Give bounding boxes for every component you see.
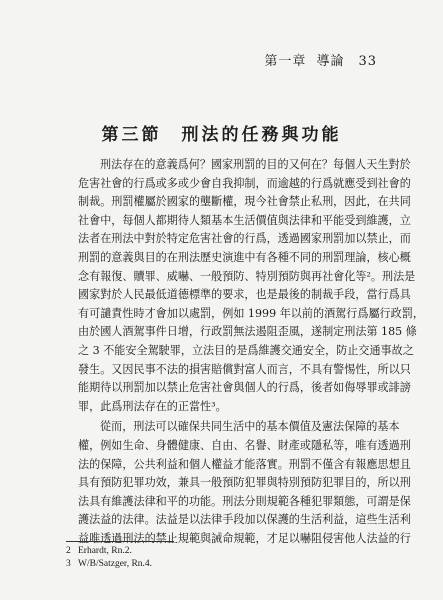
footnote-number: 3 [66,559,71,569]
paragraph-1-line: 制裁。刑罰權屬於國家的壟斷權，現今社會禁止私刑，因此，在共同 [78,195,411,209]
footnote-text: W/B/Satzger, Rn.4. [78,559,153,569]
paragraph-2-line: 具有預防犯罪功效，兼具一般預防犯罪與特別預防犯罪目的，所以刑 [78,476,411,490]
paragraph-1-line: 之 3 不能安全駕駛罪，立法目的是爲維護交通安全，防止交通事故之 [78,343,414,357]
paragraph-2-line: 護法益的法律。法益是以法律手段加以保護的生活利益，這些生活利 [78,513,411,527]
paragraph-1-line: 有可譴責性時才會加以處罰，例如 1999 年以前的酒駕行爲屬行政罰， [78,306,424,320]
footnotes [66,545,152,571]
footnote-text: Erhardt, Rn.2. [78,546,132,556]
paragraph-1-line: 由於國人酒駕事件日增，行政罰無法遏阻歪風，遂制定刑法第 185 條 [78,325,417,339]
running-header [264,50,377,69]
paragraph-1-line: 念有報復、贖罪、威嚇、一般預防、特別預防與再社會化等²。刑法是 [78,269,416,283]
header-chapter: 第一章 [264,54,307,69]
body-text [78,156,424,548]
paragraph-2-line: 權，例如生命、身體健康、自由、名譽、財產或隱私等，唯有透過刑 [78,438,411,452]
footnote-number: 2 [66,546,71,556]
paragraph-1-line: 發生。又因民事不法的損害賠償對富人而言，不具有警惕性，所以只 [78,362,411,376]
paragraph-1-line: 刑罰的意義與目的在刑法歷史演進中有各種不同的刑罰理論，核心概 [78,250,411,264]
section-title: 第三節 刑法的任務與功能 [101,125,342,145]
paragraph-2-line: 法的保障，公共利益和個人權益才能落實。刑罰不僅含有報應思想且 [78,457,411,471]
footnote [66,558,152,571]
paragraph-1-line: 國家對於人民最低道德標準的要求，也是最後的制裁手段，當行爲具 [78,288,411,302]
footnote-divider [66,541,174,542]
header-section: 導論 [316,54,345,69]
paragraph-1-line: 法者在刑法中對於特定危害社會的行爲，透過國家刑罰加以禁止，而 [78,232,411,246]
paragraph-2-line: 法具有維護法律和平的功能。刑法分則規範各種犯罪類態，可謂是保 [78,494,411,508]
paragraph-2-line: 從而，刑法可以確保共同生活中的基本價值及憲法保障的基本 [100,420,400,434]
paragraph-1-line: 社會中，每個人都期待人類基本生活價值與法律和平能受到維護，立 [78,213,411,227]
paragraph-1-line: 罪，此爲刑法存在的正當性³。 [78,399,227,413]
footnote [66,545,152,558]
paragraph-1-line: 能期待以刑罰加以禁止危害社會與個人的行爲，後者如侮辱罪或誹謗 [78,381,411,395]
paragraph-2-line: 益唯透過刑法的禁止規範與誡命規範，才足以嚇阻侵害他人法益的行 [78,531,411,545]
page-number: 33 [358,54,377,69]
paragraph-1-line: 刑法存在的意義爲何？國家刑罰的目的又何在？每個人天生對於 [100,158,411,171]
paragraph-1-line: 危害社會的行爲或多或少會自我抑制，而逾越的行爲就應受到社會的 [78,176,411,190]
